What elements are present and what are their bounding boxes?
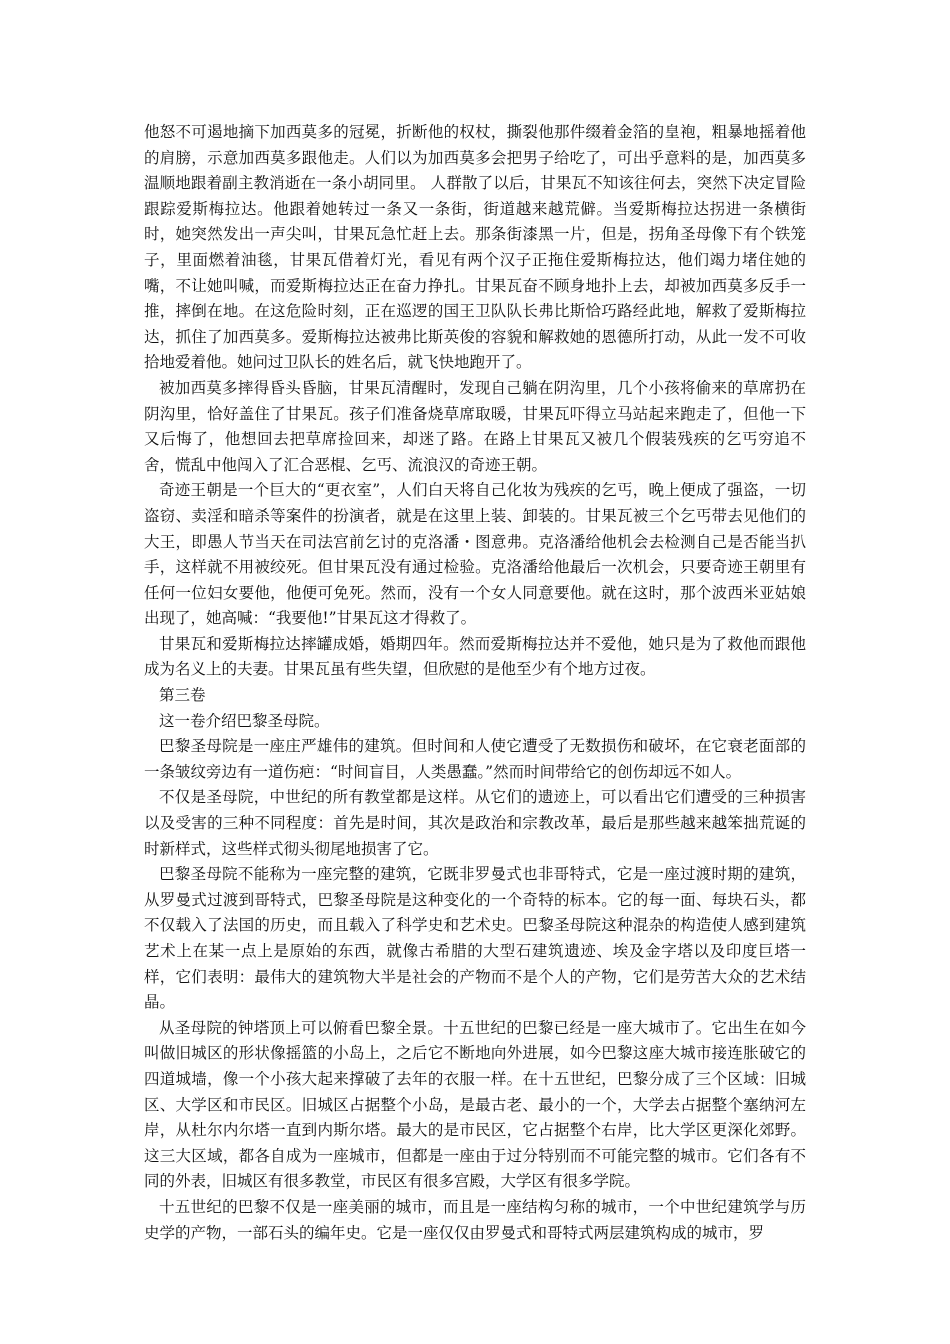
paragraph-6: 这一卷介绍巴黎圣母院。 (159, 711, 330, 730)
paragraph-2: 被加西莫多摔得昏头昏脑，甘果瓦清醒时，发现自己躺在阴沟里，几个小孩将偷来的草席扔在阴沟里，恰好盖住了甘果瓦。孩子们准备烧草席取暖，甘果瓦吓得立马站起来跑走了，但他一下又后悔了，他想回去把草席捡回来，却迷了路。在路上甘果瓦又被几个假装残疾的乞丐穷追不舍，慌乱中他闯入了汇合恶棍、乞丐、流浪汉的奇迹王朝。 (144, 378, 806, 474)
paragraph-9: 巴黎圣母院不能称为一座完整的建筑，它既非罗曼式也非哥特式，它是一座过渡时期的建筑，从罗曼式过渡到哥特式，巴黎圣母院是这种变化的一个奇特的标本。它的每一面、每块石头，都不仅载入了法国的历史，而且载入了科学史和艺术史。巴黎圣母院这种混杂的构造使人感到建筑艺术上在某一点上是原始的东西，就像古希腊的大型石建筑遗迹、埃及金字塔以及印度巨塔一样，它们表明：最伟大的建筑物大半是社会的产物而不是个人的产物，它们是劳苦大众的艺术结晶。 (144, 865, 806, 1012)
paragraph-1: 他怒不可遏地摘下加西莫多的冠冕，折断他的权杖，撕裂他那件缀着金箔的皇袍，粗暴地摇着他的肩膀，示意加西莫多跟他走。人们以为加西莫多会把男子给吃了，可出乎意料的是，加西莫多温顺地跟着副主教消逝在一条小胡同里。 人群散了以后，甘果瓦不知该往何去，突然下决定冒险跟踪爱斯梅拉达。他跟着她转过一条又一条街，街道越来越荒僻。当爱斯梅拉达拐进一条横街时，她突然发出一声尖叫，甘果瓦急忙赶上去。那条街漆黑一片，但是，拐角圣母像下有个铁笼子，里面燃着油毯，甘果瓦借着灯光，看见有两个汉子正拖住爱斯梅拉达，他们竭力堵住她的嘴，不让她叫喊，而爱斯梅拉达正在奋力挣扎。甘果瓦奋不顾身地扑上去，却被加西莫多反手一推，摔倒在地。在这危险时刻，正在巡逻的国王卫队队长弗比斯恰巧路经此地，解救了爱斯梅拉达，抓住了加西莫多。爱斯梅拉达被弗比斯英俊的容貌和解救她的恩德所打动，从此一发不可收拾地爱着他。她问过卫队长的姓名后，就飞快地跑开了。 (144, 123, 806, 372)
paragraph-4: 甘果瓦和爱斯梅拉达摔罐成婚，婚期四年。然而爱斯梅拉达并不爱他，她只是为了救他而跟他成为名义上的夫妻。甘果瓦虽有些失望，但欣慰的是他至少有个地方过夜。 (144, 634, 806, 679)
paragraph-11: 十五世纪的巴黎不仅是一座美丽的城市，而且是一座结构匀称的城市，一个中世纪建筑学与历史学的产物，一部石头的编年史。它是一座仅仅由罗曼式和哥特式两层建筑构成的城市，罗 (144, 1197, 806, 1242)
paragraph-8: 不仅是圣母院，中世纪的所有教堂都是这样。从它们的遗迹上，可以看出它们遭受的三种损害以及受害的三种不同程度：首先是时间，其次是政治和宗教改革，最后是那些越来越笨拙荒诞的时新样式，这些样式彻头彻尾地损害了它。 (144, 788, 806, 858)
document-page (144, 120, 806, 1246)
paragraph-3: 奇迹王朝是一个巨大的“更衣室”，人们白天将自己化妆为残疾的乞丐，晚上便成了强盗，一切盗窃、卖淫和暗杀等案件的扮演者，就是在这里上装、卸装的。甘果瓦被三个乞丐带去见他们的大王，即愚人节当天在司法宫前乞讨的克洛潘・图意弗。克洛潘给他机会去检测自己是否能当扒手，这样就不用被绞死。但甘果瓦没有通过检验。克洛潘给他最后一次机会，只要奇迹王朝里有任何一位妇女要他，他便可免死。然而，没有一个女人同意要他。就在这时，那个波西米亚姑娘出现了，她高喊：“我要他!”甘果瓦这才得救了。 (144, 481, 806, 628)
paragraph-7: 巴黎圣母院是一座庄严雄伟的建筑。但时间和人使它遭受了无数损伤和破坏，在它衰老面部的一条皱纹旁边有一道伤疤：“时间盲目，人类愚蠢。”然而时间带给它的创伤却远不如人。 (144, 737, 806, 781)
volume-heading: 第三卷 (159, 686, 206, 705)
paragraph-10: 从圣母院的钟塔顶上可以俯看巴黎全景。十五世纪的巴黎已经是一座大城市了。它出生在如今叫做旧城区的形状像摇篮的小岛上，之后它不断地向外进展，如今巴黎这座大城市接连胀破它的四道城墙，像一个小孩大起来撑破了去年的衣服一样。在十五世纪，巴黎分成了三个区域：旧城区、大学区和市民区。旧城区占据整个小岛，是最古老、最小的一个，大学去占据整个塞纳河左岸，从杜尔内尔塔一直到内斯尔塔。最大的是市民区，它占据整个右岸，比大学区更深化郊野。这三大区域，都各自成为一座城市，但都是一座由于过分特别而不可能完整的城市。它们各有不同的外表，旧城区有很多教堂，市民区有很多宫殿，大学区有很多学院。 (144, 1018, 806, 1191)
